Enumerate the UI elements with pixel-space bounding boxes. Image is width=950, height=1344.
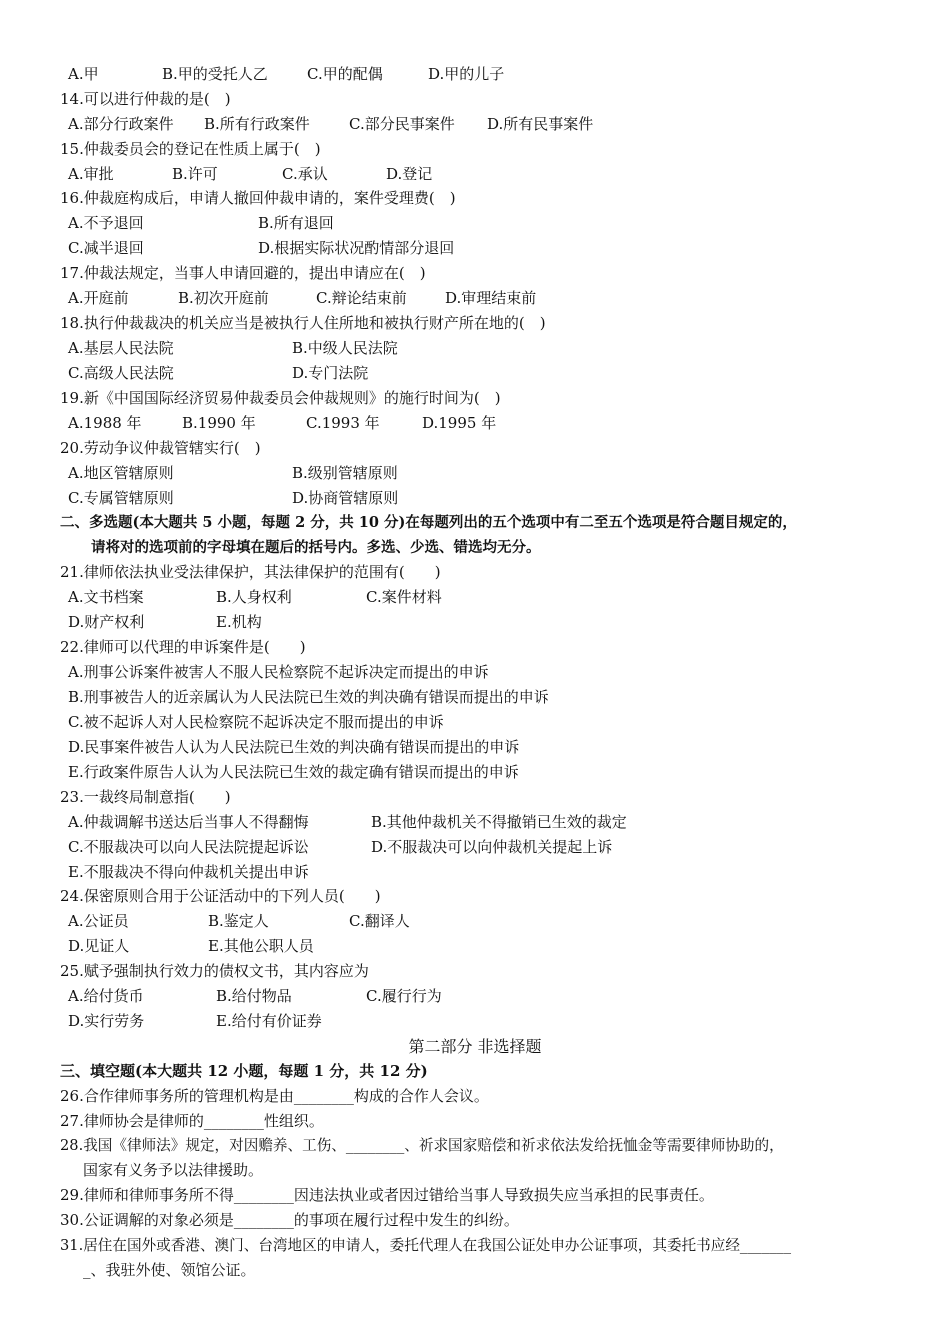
q21-option-c: C.案件材料 [366, 588, 442, 606]
q18-option-d: D.专门法院 [292, 364, 369, 382]
q19-option-d: D.1995 年 [422, 414, 497, 432]
q15-stem: 15.仲裁委员会的登记在性质上属于( ) [60, 140, 321, 158]
q31-text: 31.居住在国外或香港、澳门、台湾地区的申请人，委托代理人在我国公证处申办公证事项，其委托书应经_______ [60, 1237, 792, 1254]
q17-option-a: A.开庭前 [68, 289, 129, 307]
q19-option-b: B.1990 年 [182, 414, 256, 432]
q16-option-c: C.减半退回 [68, 239, 144, 257]
q16-option-a: A.不予退回 [68, 214, 144, 232]
q20-option-d: D.协商管辖原则 [292, 489, 399, 507]
q25-option-b: B.给付物品 [216, 987, 292, 1005]
q23-option-e: E.不服裁决不得向仲裁机关提出申诉 [68, 863, 309, 881]
section-2-heading: 二、多选题(本大题共 5 小题，每题 2 分，共 10 分)在每题列出的五个选项中有二至五个选项是符合题目规定的， [60, 514, 797, 531]
q14-stem: 14.可以进行仲裁的是( ) [60, 90, 231, 108]
q22-stem: 22.律师可以代理的申诉案件是( ) [60, 638, 306, 656]
q21-option-e: E.机构 [216, 613, 262, 631]
q19-stem: 19.新《中国国际经济贸易仲裁委员会仲裁规则》的施行时间为( ) [60, 389, 501, 407]
section-2-instructions: 请将对的选项前的字母填在题后的括号内。多选、少选、错选均无分。 [91, 539, 541, 556]
q22-option-d: D.民事案件被告人认为人民法院已生效的判决确有错误而提出的申诉 [68, 738, 520, 756]
q23-option-a: A.仲裁调解书送达后当事人不得翻悔 [68, 813, 309, 831]
q13-option-b: B.甲的受托人乙 [162, 65, 268, 83]
q23-stem: 23.一裁终局制意指( ) [60, 788, 231, 806]
q24-option-a: A.公证员 [68, 912, 129, 930]
q22-option-a: A.刑事公诉案件被害人不服人民检察院不起诉决定而提出的申诉 [68, 663, 489, 681]
q24-option-d: D.见证人 [68, 937, 130, 955]
q19-option-c: C.1993 年 [306, 414, 380, 432]
q25-option-a: A.给付货币 [68, 987, 144, 1005]
q22-option-c: C.被不起诉人对人民检察院不起诉决定不服而提出的申诉 [68, 713, 444, 731]
q24-option-e: E.其他公职人员 [208, 937, 314, 955]
q13-option-d: D.甲的儿子 [428, 65, 505, 83]
q28-text: 28.我国《律师法》规定，对因赡养、工伤、________、祈求国家赔偿和祈求依法发给抚恤金等需要律师协助的， [60, 1137, 784, 1154]
q18-stem: 18.执行仲裁裁决的机关应当是被执行人住所地和被执行财产所在地的( ) [60, 314, 546, 332]
q29-text: 29.律师和律师事务所不得________因违法执业或者因过错给当事人导致损失应当承担的民事责任。 [60, 1186, 714, 1204]
q16-stem: 16.仲裁庭构成后，申请人撤回仲裁申请的，案件受理费( ) [60, 189, 456, 207]
q31-text-continued: _、我驻外使、领馆公证。 [83, 1261, 256, 1279]
q15-option-b: B.许可 [172, 165, 218, 183]
q14-option-c: C.部分民事案件 [349, 115, 455, 133]
q20-option-a: A.地区管辖原则 [68, 464, 174, 482]
q20-option-b: B.级别管辖原则 [292, 464, 398, 482]
q23-option-b: B.其他仲裁机关不得撤销已生效的裁定 [371, 813, 627, 831]
q14-option-a: A.部分行政案件 [68, 115, 174, 133]
q23-option-d: D.不服裁决可以向仲裁机关提起上诉 [371, 838, 613, 856]
q17-stem: 17.仲裁法规定，当事人申请回避的，提出申请应在( ) [60, 264, 426, 282]
part-2-title: 第二部分 非选择题 [408, 1037, 542, 1056]
q25-stem: 25.赋予强制执行效力的债权文书，其内容应为 [60, 962, 369, 980]
q24-stem: 24.保密原则合用于公证活动中的下列人员( ) [60, 887, 381, 905]
q16-option-d: D.根据实际状况酌情部分退回 [258, 239, 455, 257]
q24-option-b: B.鉴定人 [208, 912, 269, 930]
q15-option-a: A.审批 [68, 165, 114, 183]
q18-option-b: B.中级人民法院 [292, 339, 398, 357]
q21-stem: 21.律师依法执业受法律保护，其法律保护的范围有( ) [60, 563, 441, 581]
q20-stem: 20.劳动争议仲裁管辖实行( ) [60, 439, 261, 457]
q14-option-d: D.所有民事案件 [487, 115, 594, 133]
q23-option-c: C.不服裁决可以向人民法院提起诉讼 [68, 838, 309, 856]
q14-option-b: B.所有行政案件 [204, 115, 310, 133]
q17-option-d: D.审理结束前 [445, 289, 537, 307]
q19-option-a: A.1988 年 [68, 414, 142, 432]
q28-text-continued: 国家有义务予以法律援助。 [83, 1161, 264, 1179]
q30-text: 30.公证调解的对象必须是________的事项在履行过程中发生的纠纷。 [60, 1211, 519, 1229]
q17-option-c: C.辩论结束前 [316, 289, 407, 307]
q26-text: 26.合作律师事务所的管理机构是由________构成的合作人会议。 [60, 1087, 489, 1105]
q20-option-c: C.专属管辖原则 [68, 489, 174, 507]
q21-option-d: D.财产权利 [68, 613, 145, 631]
q21-option-b: B.人身权利 [216, 588, 292, 606]
q18-option-a: A.基层人民法院 [68, 339, 174, 357]
q27-text: 27.律师协会是律师的________性组织。 [60, 1112, 324, 1130]
q22-option-b: B.刑事被告人的近亲属认为人民法院已生效的判决确有错误而提出的申诉 [68, 688, 549, 706]
q15-option-c: C.承认 [282, 165, 328, 183]
q22-option-e: E.行政案件原告人认为人民法院已生效的裁定确有错误而提出的申诉 [68, 763, 519, 781]
q25-option-e: E.给付有价证券 [216, 1012, 322, 1030]
q13-option-a: A.甲 [68, 65, 99, 83]
q13-option-c: C.甲的配偶 [307, 65, 383, 83]
q21-option-a: A.文书档案 [68, 588, 144, 606]
q17-option-b: B.初次开庭前 [178, 289, 269, 307]
q18-option-c: C.高级人民法院 [68, 364, 174, 382]
section-3-heading: 三、填空题(本大题共 12 小题，每题 1 分，共 12 分) [60, 1062, 428, 1080]
q25-option-d: D.实行劳务 [68, 1012, 145, 1030]
q15-option-d: D.登记 [386, 165, 433, 183]
q24-option-c: C.翻译人 [349, 912, 410, 930]
q25-option-c: C.履行行为 [366, 987, 442, 1005]
q16-option-b: B.所有退回 [258, 214, 334, 232]
